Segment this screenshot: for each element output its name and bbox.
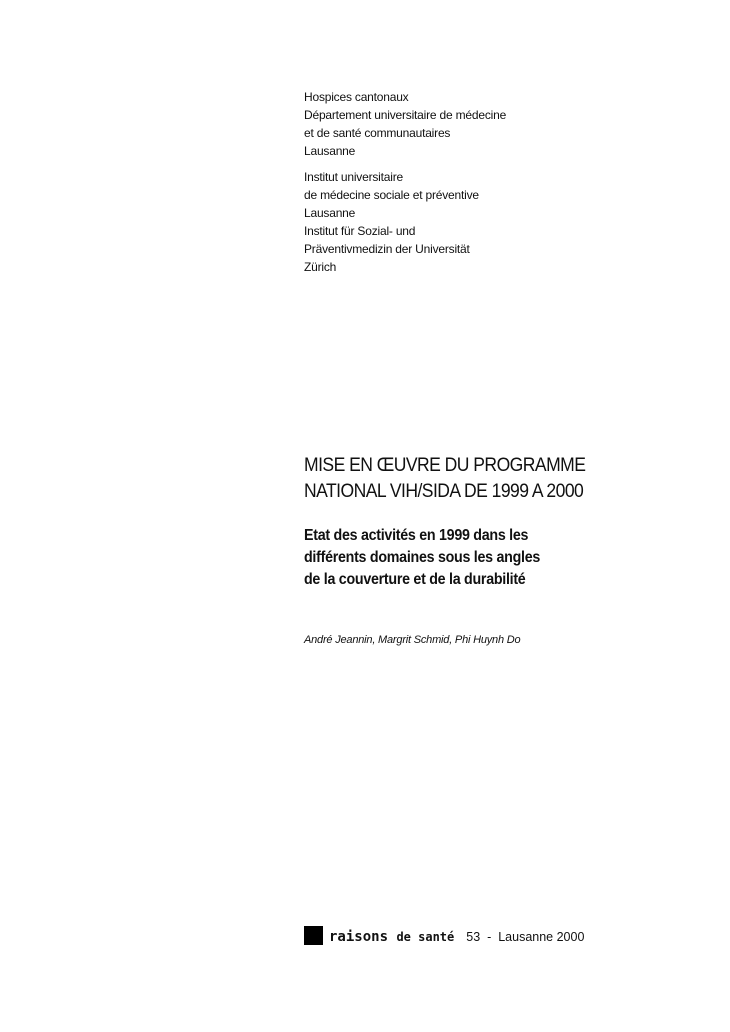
institution-line: Département universitaire de médecine bbox=[304, 108, 507, 122]
institutions-block-1 bbox=[304, 88, 506, 160]
document-subtitle bbox=[304, 525, 540, 591]
brand-main: raisons bbox=[329, 929, 389, 945]
institution-line: de médecine sociale et préventive bbox=[304, 188, 479, 202]
series-logo bbox=[329, 929, 454, 945]
institution-line: Lausanne bbox=[304, 206, 356, 220]
subtitle-line: différents domaines sous les angles bbox=[304, 549, 541, 566]
institution-line: Institut für Sozial- und bbox=[304, 224, 416, 238]
authors: André Jeannin, Margrit Schmid, Phi Huynh Do bbox=[304, 634, 521, 646]
institution-line: Institut universitaire bbox=[304, 170, 403, 184]
institution-line: et de santé communautaires bbox=[304, 126, 451, 140]
title-line: MISE EN ŒUVRE DU PROGRAMME bbox=[304, 454, 586, 476]
brand-sub: de santé bbox=[396, 930, 455, 944]
title-line: NATIONAL VIH/SIDA DE 1999 A 2000 bbox=[304, 480, 584, 502]
institution-line: Hospices cantonaux bbox=[304, 90, 409, 104]
footer bbox=[304, 926, 584, 945]
logo-square-icon bbox=[304, 926, 323, 945]
institutions-block-2 bbox=[304, 168, 479, 276]
subtitle-line: de la couverture et de la durabilité bbox=[304, 571, 526, 588]
document-title bbox=[304, 452, 585, 504]
subtitle-line: Etat des activités en 1999 dans les bbox=[304, 527, 529, 544]
series-info: 53 - Lausanne 2000 bbox=[466, 930, 585, 944]
institution-line: Zürich bbox=[304, 260, 337, 274]
institution-line: Lausanne bbox=[304, 144, 356, 158]
institution-line: Präventivmedizin der Universität bbox=[304, 242, 470, 256]
